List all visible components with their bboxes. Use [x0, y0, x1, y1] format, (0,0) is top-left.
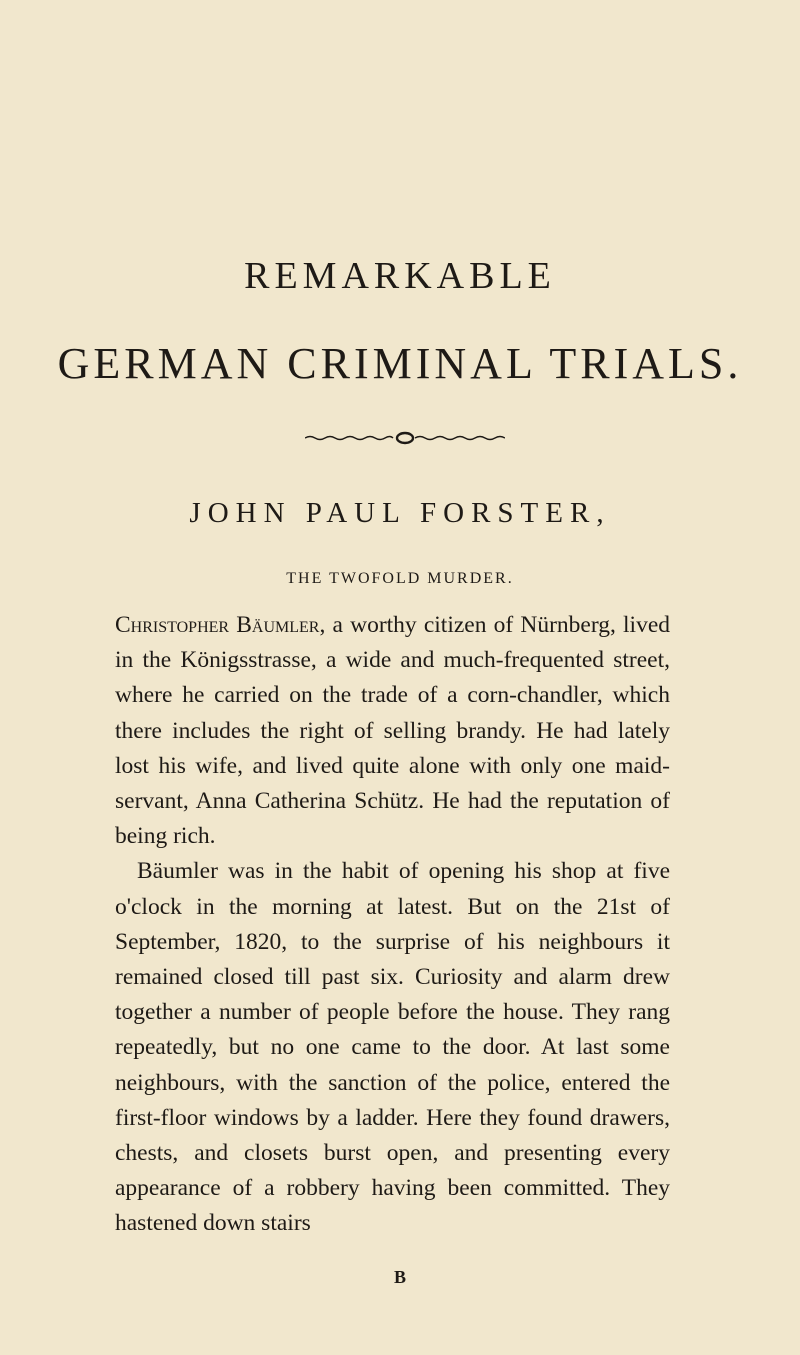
trial-heading: JOHN PAUL FORSTER, [189, 497, 611, 529]
paragraph-1 [115, 608, 670, 854]
ornament-divider [305, 430, 505, 446]
main-title-line-1: REMARKABLE [244, 255, 556, 297]
signature-mark: B [393, 1267, 406, 1287]
trial-subheading: THE TWOFOLD MURDER. [286, 570, 514, 587]
opening-name: Christopher Bäumler [115, 612, 320, 638]
paragraph-1-text: , a worthy citizen of Nürnberg, lived in the Königsstrasse, a wide and much-frequented street, where he carried on the trade of a corn-chandler, which there includes the right of selling brandy. He had lately lost his wife, and lived quite alone with only one maid-servant, Anna Catherina Schütz. He had the reputation of being rich. [115, 612, 671, 850]
main-title-line-2: GERMAN CRIMINAL TRIALS. [57, 339, 743, 388]
paragraph-2: Bäumler was in the habit of opening his shop at five o'clock in the morning at latest. But on the 21st of September, 1820, to the surprise of his neighbours it remained closed till past six. Curiosity and alarm drew together a number of people before the house. They rang repeatedly, but no one came to the door. At last some neighbours, with the sanction of the police, entered the first-floor windows by a ladder. Here they found drawers, chests, and closets burst open, and presenting every appearance of a robbery having been committed. They hastened down stairs [115, 858, 670, 1237]
body-text [115, 608, 670, 1242]
